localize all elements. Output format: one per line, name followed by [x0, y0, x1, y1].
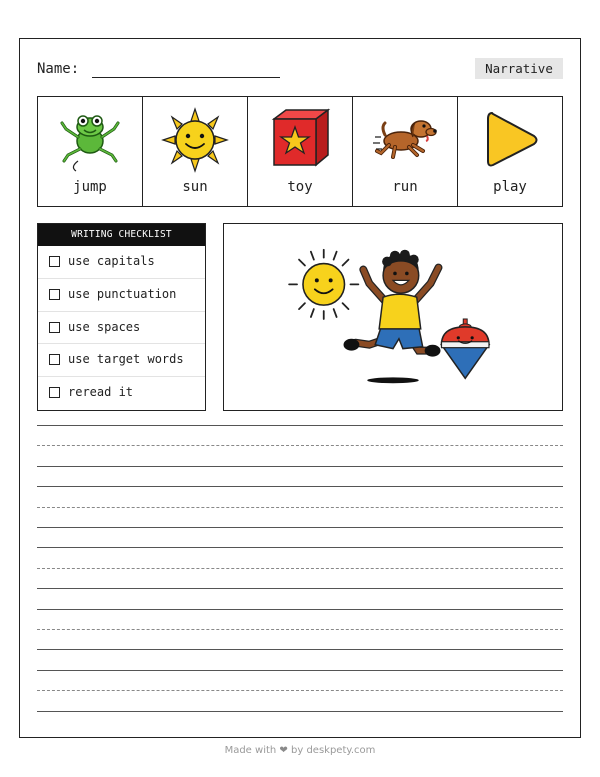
sun-icon [289, 250, 358, 319]
word-label-play: play [493, 179, 527, 195]
word-card-jump [38, 97, 143, 206]
word-bank [37, 96, 563, 207]
checklist-item-label: reread it [68, 385, 134, 400]
word-card-play [458, 97, 562, 206]
child-jumping-illustration [344, 250, 441, 357]
toy-block-icon [266, 107, 334, 173]
checklist-title: WRITING CHECKLIST [38, 224, 205, 246]
play-icon [476, 107, 544, 173]
writing-guide-line [37, 547, 563, 548]
word-label-toy: toy [287, 179, 313, 195]
word-card-run [353, 97, 458, 206]
writing-guide-line [37, 527, 563, 528]
writing-guide-line [37, 445, 563, 446]
dog-icon [371, 107, 439, 173]
word-label-jump: jump [73, 179, 107, 195]
checklist-item[interactable] [38, 312, 205, 345]
checkbox[interactable] [49, 354, 60, 365]
writing-guide-line [37, 568, 563, 569]
checklist-item[interactable] [38, 377, 205, 410]
worksheet-page [19, 38, 581, 738]
checklist-item-label: use capitals [68, 254, 155, 268]
footer-prefix: Made with [224, 745, 277, 756]
checkbox[interactable] [49, 387, 60, 398]
writing-guide-line [37, 507, 563, 508]
word-label-run: run [392, 179, 418, 195]
word-card-toy [248, 97, 353, 206]
writing-guide-line [37, 609, 563, 610]
checkbox[interactable] [49, 256, 60, 267]
word-card-sun [143, 97, 248, 206]
story-scene-illustration [223, 223, 563, 411]
genre-badge: Narrative [475, 58, 563, 79]
name-input-line[interactable] [92, 77, 280, 78]
writing-checklist [37, 223, 206, 411]
name-label: Name: [37, 61, 80, 77]
checkbox[interactable] [49, 322, 60, 333]
word-label-sun: sun [182, 179, 208, 195]
writing-guide-line [37, 711, 563, 712]
footer-credit [0, 745, 600, 756]
checklist-item-label: use target words [68, 352, 184, 367]
writing-guide-line [37, 670, 563, 671]
checklist-item[interactable] [38, 344, 205, 377]
checklist-item[interactable] [38, 246, 205, 279]
writing-guide-line [37, 486, 563, 487]
sun-icon [161, 107, 229, 173]
writing-guide-line [37, 690, 563, 691]
writing-guide-line [37, 629, 563, 630]
checklist-item[interactable] [38, 279, 205, 312]
footer-suffix: by deskpety.com [291, 745, 376, 756]
spinning-top-icon [441, 319, 488, 378]
checklist-item-label: use spaces [68, 319, 141, 334]
frog-icon [56, 107, 124, 173]
writing-guide-line [37, 425, 563, 426]
writing-guide-line [37, 588, 563, 589]
writing-guide-line [37, 466, 563, 467]
checkbox[interactable] [49, 289, 60, 300]
heart-icon: ❤ [279, 745, 288, 756]
checklist-item-label: use punctuation [68, 286, 177, 301]
writing-guide-line [37, 649, 563, 650]
